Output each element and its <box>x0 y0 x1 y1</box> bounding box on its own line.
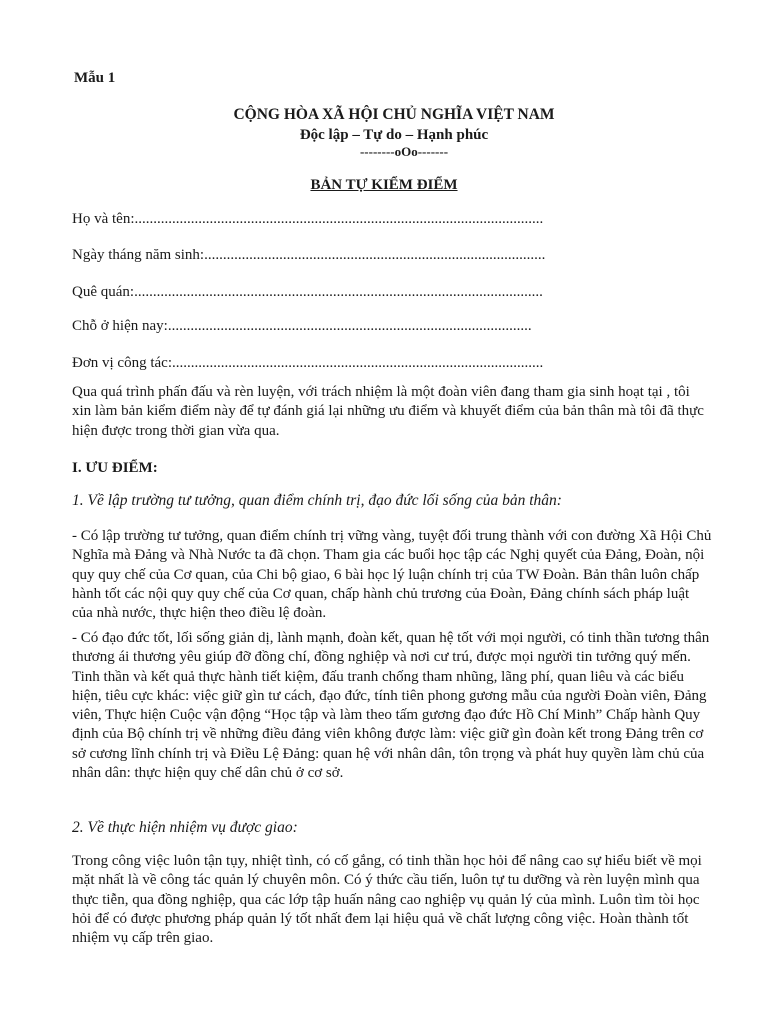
national-header <box>0 104 768 160</box>
national-motto: Độc lập – Tự do – Hạnh phúc <box>299 127 489 143</box>
field-current-address: Chỗ ở hiện nay:................................................................................................. <box>72 318 532 334</box>
document-title: BẢN TỰ KIỂM ĐIỂM <box>310 177 458 193</box>
subsection-heading-duties: 2. Về thực hiện nhiệm vụ được giao: <box>72 819 298 836</box>
field-work-unit: Đơn vị công tác:................................................................................................... <box>72 355 544 371</box>
field-hometown: Quê quán:............................................................................................................. <box>72 284 543 300</box>
ideology-paragraph-2: - Có đạo đức tốt, lối sống giản dị, lành mạnh, đoàn kết, quan hệ tốt với mọi người, có tinh thần tương thân thương ái thương yêu giúp đỡ đồng chí, đồng nghiệp và nơi cư trú, được mọi người tin tưởng quý mến. Tinh thần và kết quả thực hành tiết kiệm, đấu tranh chống tham nhũng, lãng phí, quan liêu và các biểu hiện, tiêu cực khác: việc giữ gìn tư cách, đạo đức, tính tiên phong gương mẫu của người Đoàn viên, Đảng viên, Thực hiện Cuộc vận động “Học tập và làm theo tấm gương đạo đức Hồ Chí Minh” Chấp hành Quy định của Bộ chính trị về những điều đảng viên không được làm: việc giữ gìn đoàn kết trong Đảng trên cơ sở cương lĩnh chính trị và Điều Lệ Đảng: quan hệ với nhân dân, tôn trọng và phát huy quyền làm chủ của nhân dân: thực hiện quy chế dân chủ ở cơ sở. <box>72 630 710 782</box>
header-separator: --------oOo------- <box>359 144 449 159</box>
section-heading-strengths: I. ƯU ĐIỂM: <box>72 460 158 476</box>
field-date-of-birth: Ngày tháng năm sinh:........................................................................................... <box>72 247 546 263</box>
form-label: Mẫu 1 <box>74 70 116 86</box>
ideology-paragraph-1: - Có lập trường tư tưởng, quan điểm chính trị vững vàng, tuyệt đối trung thành với con đường Xã Hội Chủ Nghĩa mà Đảng và Nhà Nước ta đã chọn. Tham gia các buổi học tập các Nghị quyết của Đảng, Đoàn, nội quy quy chế của Cơ quan, của Chi bộ giao, 6 bài học lý luận chính trị của TW Đoàn. Bản thân luôn chấp hành tốt các nội quy quy chế của Cơ quan, chấp hành chủ trương của Đoàn, Đảng chính sách pháp luật của nhà nước, thực hiện theo điều lệ đoàn. <box>72 528 712 622</box>
duties-paragraph: Trong công việc luôn tận tụy, nhiệt tình, có cố gắng, có tinh thần học hỏi để nâng cao sự hiểu biết về mọi mặt nhất là về công tác quản lý chuyên môn. Có ý thức cầu tiến, luôn tự tu dưỡng và rèn luyện mình qua thực tiễn, qua đồng nghiệp, qua các lớp tập huấn nâng cao nghiệp vụ quản lý của mình. Luôn tìm tòi học hỏi để có được phương pháp quản lý tốt nhất đem lại hiệu quả về chất lượng công việc. Hoàn thành tốt nhiệm vụ cấp trên giao. <box>72 853 702 947</box>
nation-name: CỘNG HÒA XÃ HỘI CHỦ NGHĨA VIỆT NAM <box>233 106 555 123</box>
intro-paragraph: Qua quá trình phấn đấu và rèn luyện, với trách nhiệm là một đoàn viên đang tham gia sinh hoạt tại , tôi xin làm bản kiểm điểm này để tự đánh giá lại những ưu điểm và khuyết điểm của bản thân mà tôi đã thực hiện được trong thời gian vừa qua. <box>72 384 704 439</box>
field-full-name: Họ và tên:............................................................................................................. <box>72 211 544 227</box>
subsection-heading-ideology: 1. Về lập trường tư tưởng, quan điểm chính trị, đạo đức lối sống của bản thân: <box>72 492 562 509</box>
